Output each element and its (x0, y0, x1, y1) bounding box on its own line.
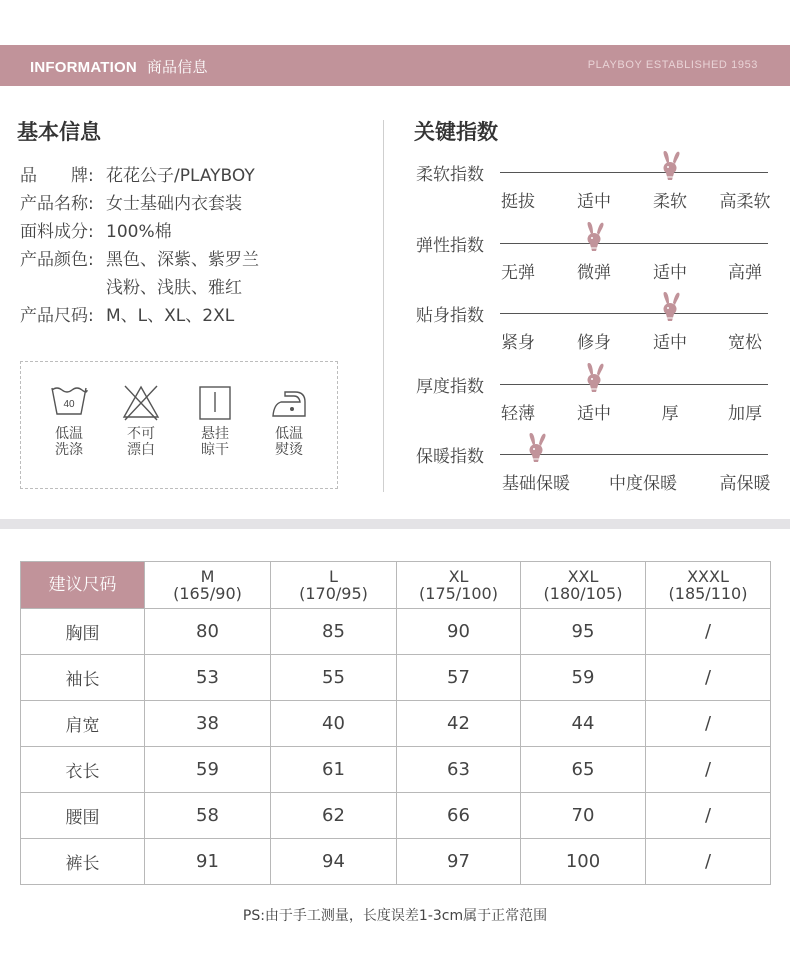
measurement-name: 肩宽 (21, 701, 145, 747)
playboy-bunny-icon (658, 291, 682, 323)
table-cell: 97 (397, 839, 521, 885)
table-row (21, 609, 771, 655)
care-low-temp-wash-text (39, 426, 99, 458)
banner-tagline: PLAYBOY ESTABLISHED 1953 (587, 59, 758, 71)
size-value: M、L、XL、2XL (106, 306, 235, 326)
index-label-fit: 贴身指数 (416, 306, 484, 326)
index-label-warmth: 保暖指数 (416, 447, 484, 467)
index-scale-line (500, 243, 768, 244)
care-text-line: 漂白 (127, 442, 155, 458)
wash-40-icon (49, 384, 89, 418)
care-text-line: 低温 (275, 426, 303, 442)
key-index-title: 关键指数 (414, 120, 498, 144)
table-cell: / (646, 701, 771, 747)
index-label-elasticity: 弹性指数 (416, 236, 484, 256)
table-cell: / (646, 793, 771, 839)
size-column-header (271, 562, 397, 609)
index-option: 适中 (653, 333, 687, 353)
index-label-thickness: 厚度指数 (416, 377, 484, 397)
care-hang-dry-text (185, 426, 245, 458)
size-column-header (646, 562, 771, 609)
size-spec: (185/110) (668, 584, 748, 603)
table-cell: / (646, 839, 771, 885)
table-cell: 61 (271, 747, 397, 793)
size-table-header (21, 562, 771, 609)
table-row (21, 839, 771, 885)
name-value: 女士基础内衣套装 (106, 194, 242, 214)
color-value-1: 黑色、深紫、紫罗兰 (106, 250, 259, 270)
svg-text:40: 40 (63, 399, 75, 410)
fabric-value: 100%棉 (106, 222, 172, 242)
info-row-size (20, 301, 234, 326)
table-cell: 91 (145, 839, 271, 885)
table-cell: 44 (521, 701, 646, 747)
table-cell: 38 (145, 701, 271, 747)
hang-dry-icon (195, 384, 235, 422)
index-scale-line (500, 384, 768, 385)
index-option: 微弹 (577, 263, 611, 283)
no-bleach-icon (121, 384, 161, 422)
section-separator-band (0, 519, 790, 529)
size-column-header (145, 562, 271, 609)
index-option: 适中 (653, 263, 687, 283)
table-cell: / (646, 747, 771, 793)
index-option: 紧身 (501, 333, 535, 353)
playboy-bunny-icon (582, 362, 606, 394)
table-cell: 42 (397, 701, 521, 747)
playboy-bunny-icon (524, 432, 548, 464)
measurement-name: 腰围 (21, 793, 145, 839)
index-option: 修身 (577, 333, 611, 353)
size-table-corner: 建议尺码 (21, 562, 145, 609)
size-spec: (175/100) (419, 584, 498, 603)
playboy-bunny-icon (658, 150, 682, 182)
brand-value: 花花公子/PLAYBOY (106, 166, 255, 186)
care-text-line: 熨烫 (275, 442, 303, 458)
size-name: L (329, 567, 338, 586)
index-option: 无弹 (501, 263, 535, 283)
table-cell: 62 (271, 793, 397, 839)
care-low-iron-text (259, 426, 319, 458)
care-hang-dry (185, 384, 245, 458)
measurement-name: 裤长 (21, 839, 145, 885)
care-low-iron (259, 384, 319, 458)
size-spec: (170/95) (299, 584, 368, 603)
care-text-line: 洗涤 (55, 442, 83, 458)
header-banner (0, 45, 790, 86)
index-option: 高弹 (728, 263, 762, 283)
basic-info-title: 基本信息 (17, 120, 101, 144)
name-label: 产品名称: (20, 194, 94, 214)
table-cell: 90 (397, 609, 521, 655)
index-option: 适中 (577, 404, 611, 424)
measurement-name: 衣长 (21, 747, 145, 793)
table-cell: 59 (145, 747, 271, 793)
table-row (21, 701, 771, 747)
care-no-bleach-text (111, 426, 171, 458)
care-text-line: 晾干 (201, 442, 229, 458)
care-low-temp-wash (39, 384, 99, 458)
banner-title-en: INFORMATION (30, 59, 137, 76)
index-option: 高保暖 (719, 474, 771, 494)
index-option: 柔软 (653, 192, 687, 212)
index-option: 厚 (661, 404, 679, 424)
index-option: 宽松 (728, 333, 762, 353)
size-column-header (521, 562, 646, 609)
banner-title-cn: 商品信息 (146, 58, 208, 76)
care-text-line: 低温 (55, 426, 83, 442)
table-cell: 70 (521, 793, 646, 839)
table-cell: 100 (521, 839, 646, 885)
info-row-brand (20, 161, 255, 186)
table-cell: 57 (397, 655, 521, 701)
color-label: 产品颜色: (20, 250, 94, 270)
iron-low-icon (269, 384, 309, 422)
care-instructions-box (20, 361, 338, 489)
index-option: 高柔软 (719, 192, 771, 212)
table-cell: 58 (145, 793, 271, 839)
table-row (21, 747, 771, 793)
brand-label: 品 牌: (20, 166, 94, 186)
size-label: 产品尺码: (20, 306, 94, 326)
info-row-fabric (20, 217, 172, 242)
table-cell: 59 (521, 655, 646, 701)
table-cell: 95 (521, 609, 646, 655)
care-no-bleach (111, 384, 171, 458)
table-cell: / (646, 655, 771, 701)
index-label-softness: 柔软指数 (416, 165, 484, 185)
table-row (21, 655, 771, 701)
table-cell: 65 (521, 747, 646, 793)
size-name: XXXL (687, 567, 729, 586)
banner-title (30, 56, 208, 77)
care-text-line: 悬挂 (201, 426, 229, 442)
index-option: 轻薄 (501, 404, 535, 424)
index-option: 中度保暖 (609, 474, 677, 494)
section-divider (383, 120, 384, 492)
index-option: 基础保暖 (502, 474, 570, 494)
index-option: 加厚 (728, 404, 762, 424)
size-name: M (200, 567, 215, 586)
info-row-color-cont (106, 273, 242, 298)
fabric-label: 面料成分: (20, 222, 94, 242)
index-option: 挺拔 (501, 192, 535, 212)
measurement-name: 袖长 (21, 655, 145, 701)
measurement-note: PS:由于手工测量，长度误差1-3cm属于正常范围 (242, 908, 548, 924)
table-cell: 94 (271, 839, 397, 885)
size-spec: (180/105) (543, 584, 623, 603)
table-cell: 85 (271, 609, 397, 655)
index-scale-line (500, 172, 768, 173)
size-column-header (397, 562, 521, 609)
table-cell: 55 (271, 655, 397, 701)
table-cell: 63 (397, 747, 521, 793)
table-cell: 53 (145, 655, 271, 701)
size-name: XL (448, 567, 469, 586)
size-spec: (165/90) (173, 584, 242, 603)
playboy-bunny-icon (582, 221, 606, 253)
info-row-color (20, 245, 259, 270)
table-cell: 40 (271, 701, 397, 747)
table-cell: / (646, 609, 771, 655)
size-table (20, 561, 771, 885)
index-scale-line (500, 313, 768, 314)
care-text-line: 不可 (127, 426, 155, 442)
table-cell: 66 (397, 793, 521, 839)
table-cell: 80 (145, 609, 271, 655)
measurement-name: 胸围 (21, 609, 145, 655)
index-option: 适中 (577, 192, 611, 212)
table-row (21, 793, 771, 839)
size-name: XXL (567, 567, 599, 586)
color-value-2: 浅粉、浅肤、雅红 (106, 278, 242, 298)
info-row-name (20, 189, 242, 214)
